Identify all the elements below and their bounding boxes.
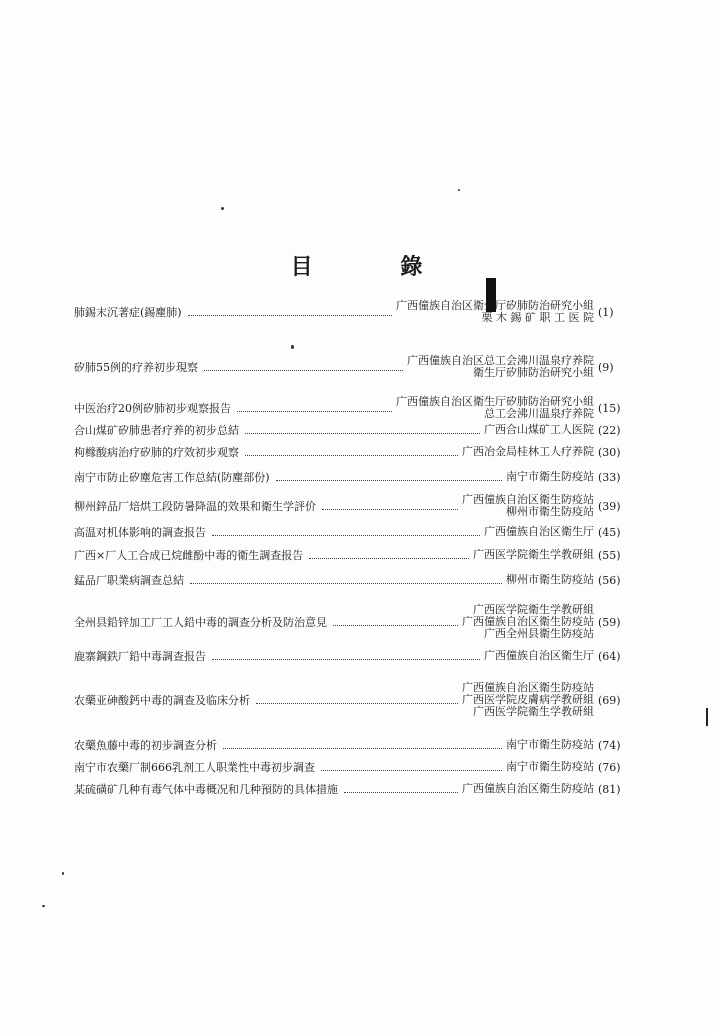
entry-page-number: (30) <box>598 445 621 459</box>
toc-entry[interactable] <box>74 494 654 518</box>
entry-page-number: (45) <box>598 525 621 539</box>
entry-title: 南宁市防止矽塵危害工作总結(防塵部份) <box>74 470 270 484</box>
toc-entry[interactable] <box>74 549 654 562</box>
entry-title: 南宁市农藥厂制666乳剂工人职業性中毒初步調查 <box>74 760 315 774</box>
entry-title: 鹿寨鋼鉄厂鉛中毒調查报告 <box>74 649 206 663</box>
entry-source: 广西僮族自治区衛生厅 <box>484 648 594 662</box>
entry-page-number: (9) <box>598 360 614 374</box>
entry-sources <box>407 355 594 379</box>
entry-page-number: (64) <box>598 649 621 663</box>
entry-sources <box>506 471 594 483</box>
dot-leader <box>245 433 480 434</box>
entry-source: 总工会沸川温泉疗养院 <box>484 407 594 420</box>
entry-title: 高温对机体影响的調查报告 <box>74 525 206 539</box>
dot-leader <box>212 659 480 660</box>
dot-leader <box>309 558 469 559</box>
toc-entry[interactable] <box>74 761 654 774</box>
page-title: 目 錄 <box>290 254 463 280</box>
entry-sources <box>462 783 594 795</box>
entry-title: 矽肺55例的疗养初步現察 <box>74 360 198 374</box>
entry-source: 广西僮族自治区衛生防疫站 <box>462 781 594 795</box>
entry-title: 中医治疗20例矽肺初步观察报告 <box>74 401 231 415</box>
toc-entry[interactable] <box>74 783 654 796</box>
entry-sources <box>396 396 594 420</box>
entry-sources <box>506 739 594 751</box>
entry-source: 广西医学院衛生学教研組 <box>473 547 594 561</box>
entry-source: 衛生厅矽肺防治研究小組 <box>473 366 594 379</box>
entry-source: 广西医学院衛生学教研組 <box>473 705 594 718</box>
entry-sources <box>484 650 594 662</box>
toc-entry[interactable] <box>74 650 654 663</box>
entry-title: 合山煤矿矽肺患者疗养的初步总結 <box>74 423 239 437</box>
entry-source: 广西僮族自治区衛生防疫站 <box>462 493 594 506</box>
entry-source: 广西僮族自治区衛生厅矽肺防治研究小組 <box>396 395 594 408</box>
dot-leader <box>245 455 458 456</box>
toc-entry[interactable] <box>74 682 654 718</box>
toc-entry[interactable] <box>74 471 654 484</box>
toc-entry[interactable] <box>74 424 654 437</box>
entry-source: 广西僮族自治区总工会沸川温泉疗养院 <box>407 354 594 367</box>
entry-page-number: (22) <box>598 423 621 437</box>
entry-source: 广西僮族自治区衛生防疫站 <box>462 681 594 694</box>
dot-leader <box>344 792 458 793</box>
entry-page-number: (81) <box>598 782 621 796</box>
entry-page-number: (56) <box>598 573 621 587</box>
entry-sources <box>484 526 594 538</box>
dot-leader <box>237 411 392 412</box>
entry-sources <box>506 574 594 586</box>
toc-entry[interactable] <box>74 300 654 324</box>
entry-page-number: (55) <box>598 548 621 562</box>
entry-page-number: (33) <box>598 470 621 484</box>
dot-leader <box>321 770 502 771</box>
entry-sources <box>462 494 594 518</box>
entry-source: 广西全州县衛生防疫站 <box>484 627 594 640</box>
entry-sources <box>484 424 594 436</box>
entry-page-number: (69) <box>598 693 621 707</box>
entry-title: 全州县鉛锌加工厂工人鉛中毒的調查分析及防治意見 <box>74 615 327 629</box>
dot-leader <box>333 625 458 626</box>
toc-entry[interactable] <box>74 739 654 752</box>
entry-source: 广西僮族自治区衛生厅 <box>484 524 594 538</box>
entry-title: 柳州鋅品厂焙烘工段防暑降温的效果和衛生学評价 <box>74 499 316 513</box>
dot-leader <box>276 480 502 481</box>
entry-sources <box>462 604 594 640</box>
entry-title: 枸橼酸病治疗矽肺的疗效初步观察 <box>74 445 239 459</box>
toc-entry[interactable] <box>74 355 654 379</box>
toc-entry[interactable] <box>74 604 654 640</box>
entry-page-number: (76) <box>598 760 621 774</box>
entry-source: 柳州市衛生防疫站 <box>506 505 594 518</box>
dot-leader <box>322 509 458 510</box>
toc-entry[interactable] <box>74 574 654 587</box>
dot-leader <box>223 748 502 749</box>
entry-source: 柳州市衛生防疫站 <box>506 572 594 586</box>
entry-sources <box>506 761 594 773</box>
entry-source: 广西僮族自治区衛生厅矽肺防治研究小組 <box>396 299 594 312</box>
entry-source: 广西医学院衛生学教研組 <box>473 603 594 616</box>
dot-leader <box>212 535 480 536</box>
entry-source: 广西冶金局桂林工人疗养院 <box>462 444 594 458</box>
entry-sources <box>473 549 594 561</box>
entry-title: 肺錫末沉著症(錫塵肺) <box>74 305 182 319</box>
dot-leader <box>190 583 502 584</box>
entry-sources <box>462 446 594 458</box>
entry-title: 广西×厂人工合成已烷雌酚中毒的衛生調查报告 <box>74 548 304 562</box>
entry-source: 广西合山煤矿工人医院 <box>484 422 594 436</box>
entry-title: 某硫磺矿几种有毒气体中毒概况和几种預防的具体措施 <box>74 782 338 796</box>
toc-entry[interactable] <box>74 396 654 420</box>
entry-page-number: (39) <box>598 499 621 513</box>
toc-entry[interactable] <box>74 526 654 539</box>
entry-page-number: (59) <box>598 615 621 629</box>
entry-source: 广西僮族自治区衛生防疫站 <box>462 615 594 628</box>
entry-page-number: (74) <box>598 738 621 752</box>
entry-page-number: (15) <box>598 401 621 415</box>
dot-leader <box>204 370 403 371</box>
entry-source: 南宁市衛生防疫站 <box>506 759 594 773</box>
toc-entry[interactable] <box>74 446 654 459</box>
entry-source: 广西医学院皮膚病学教研組 <box>462 693 594 706</box>
entry-sources <box>396 300 594 324</box>
entry-title: 农藥魚藤中毒的初步調查分析 <box>74 738 217 752</box>
entry-source: 南宁市衛生防疫站 <box>506 737 594 751</box>
entry-title: 农藥亚砷酸鈣中毒的調查及临床分析 <box>74 693 250 707</box>
entry-source: 栗 木 錫 矿 职 工 医 院 <box>481 311 594 324</box>
entry-page-number: (1) <box>598 305 614 319</box>
dot-leader <box>188 315 392 316</box>
dot-leader <box>256 703 458 704</box>
entry-source: 南宁市衛生防疫站 <box>506 469 594 483</box>
entry-title: 錳品厂职業病調查总結 <box>74 573 184 587</box>
entry-sources <box>462 682 594 718</box>
